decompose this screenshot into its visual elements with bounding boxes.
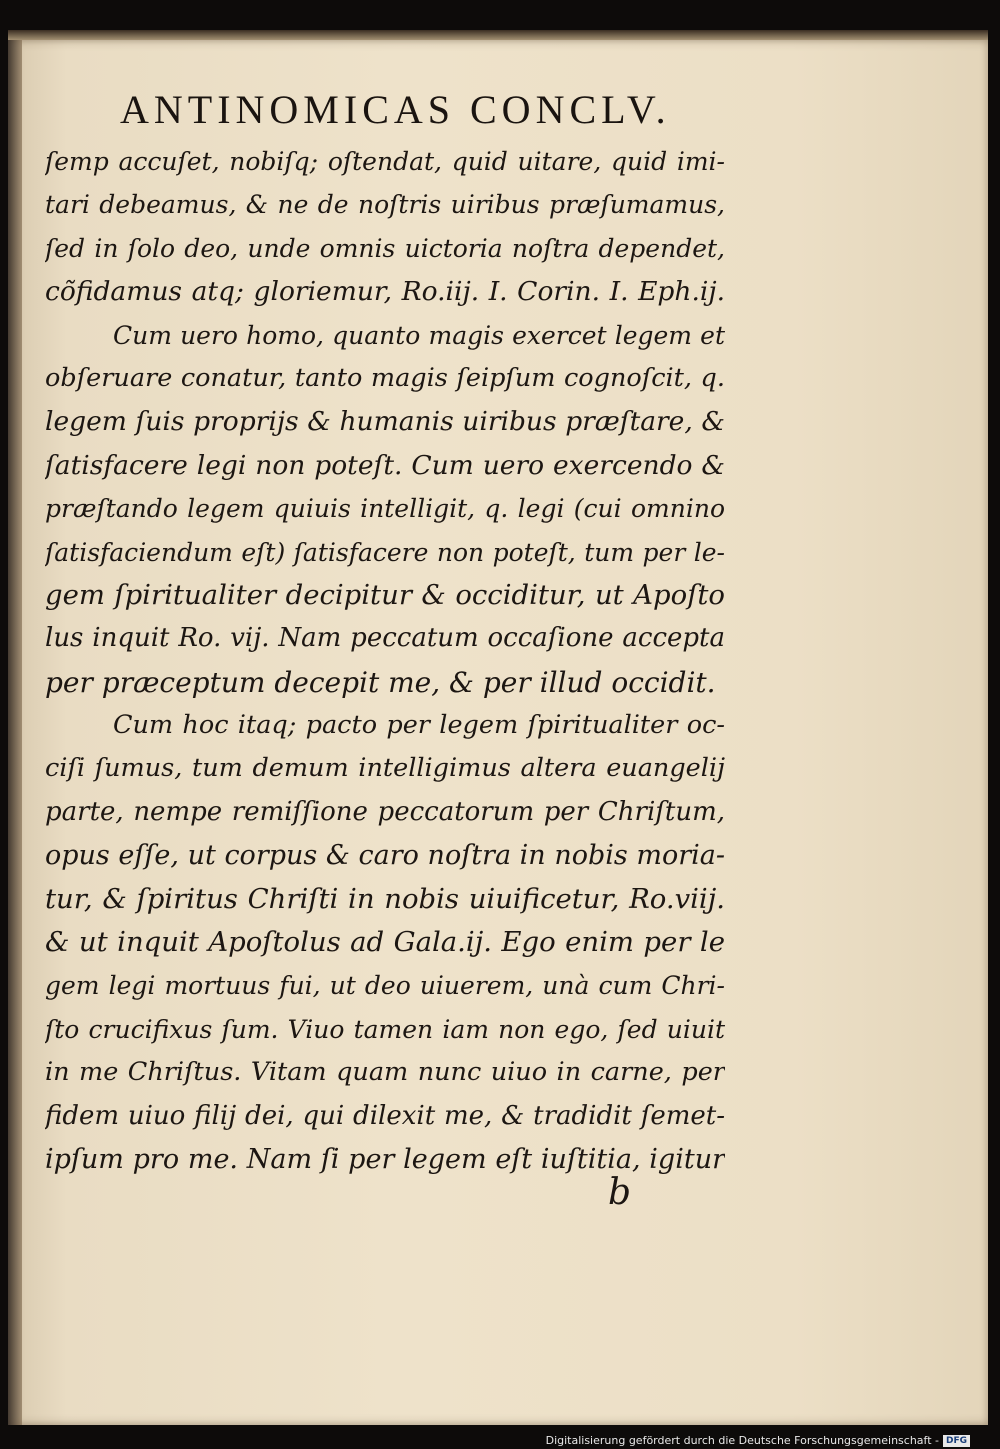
- text-line: cõfidamus atq; gloriemur, Ro.iij. I. Corin. I. Eph.ij.: [45, 276, 725, 308]
- running-title: ANTINOMICAS CONCLV.: [120, 87, 671, 132]
- text-line: & ut inquit Apoſtolus ad Gala.ij. Ego enim per le: [45, 926, 725, 959]
- text-line: Cum hoc itaq; pacto per legem ſpiritualiter oc-: [113, 710, 725, 741]
- text-line: fidem uiuo filij dei, qui dilexit me, & tradidit ſemet-: [45, 1100, 725, 1131]
- text-line: Cum uero homo, quanto magis exercet legem et: [113, 320, 725, 350]
- text-line: opus eſſe, ut corpus & caro noſtra in nobis moria-: [45, 840, 725, 872]
- signature-mark: b: [608, 1172, 632, 1213]
- text-line: gem ſpiritualiter decipitur & occiditur, ut Apoſto: [45, 578, 725, 611]
- text-line: ſto crucifixus ſum. Viuo tamen iam non ego, ſed uiuit: [45, 1014, 725, 1044]
- text-line: præſtando legem quiuis intelligit, q. legi (cui omnino: [45, 494, 725, 524]
- text-line: tur, & ſpiritus Chriſti in nobis uiuificetur, Ro.viij.: [45, 882, 725, 915]
- text-line: ciſi ſumus, tum demum intelligimus altera euangelij: [45, 753, 725, 784]
- text-line: parte, nempe remiſſione peccatorum per Chriſtum,: [45, 796, 725, 827]
- text-line: ſatisfacere legi non poteſt. Cum uero exercendo &: [45, 449, 725, 481]
- text-line: legem ſuis proprijs & humanis uiribus præſtare, &: [45, 406, 725, 438]
- text-line: per præceptum decepit me, & per illud occidit.: [45, 665, 716, 699]
- text-line: ſed in ſolo deo, unde omnis uictoria noſtra dependet,: [45, 233, 725, 263]
- text-line: obſeruare conatur, tanto magis ſeipſum cognoſcit, q.: [45, 362, 725, 393]
- credit-text: Digitalisierung gefördert durch die Deutsche Forschungsgemeinschaft -: [545, 1434, 939, 1447]
- text-line: ſemp accuſet, nobiſq; oſtendat, quid uitare, quid imi-: [45, 147, 725, 176]
- text-line: lus inquit Ro. vij. Nam peccatum occaſione accepta: [45, 623, 725, 654]
- dfg-logo-icon: DFG: [943, 1435, 970, 1447]
- page-gutter-shadow: [8, 40, 22, 1425]
- text-line: ipſum pro me. Nam ſi per legem eſt iuſtitia, igitur: [45, 1143, 725, 1175]
- text-line: ſatisfaciendum eſt) ſatisfacere non poteſt, tum per le-: [45, 537, 725, 567]
- text-line: tari debeamus, & ne de noſtris uiribus præſumamus,: [45, 190, 725, 220]
- text-line: gem legi mortuus fui, ut deo uiuerem, unà cum Chri-: [45, 971, 725, 1001]
- digitization-credit: [546, 1434, 970, 1447]
- body-text: [45, 140, 725, 1181]
- text-line: in me Chriſtus. Vitam quam nunc uiuo in carne, per: [45, 1057, 725, 1088]
